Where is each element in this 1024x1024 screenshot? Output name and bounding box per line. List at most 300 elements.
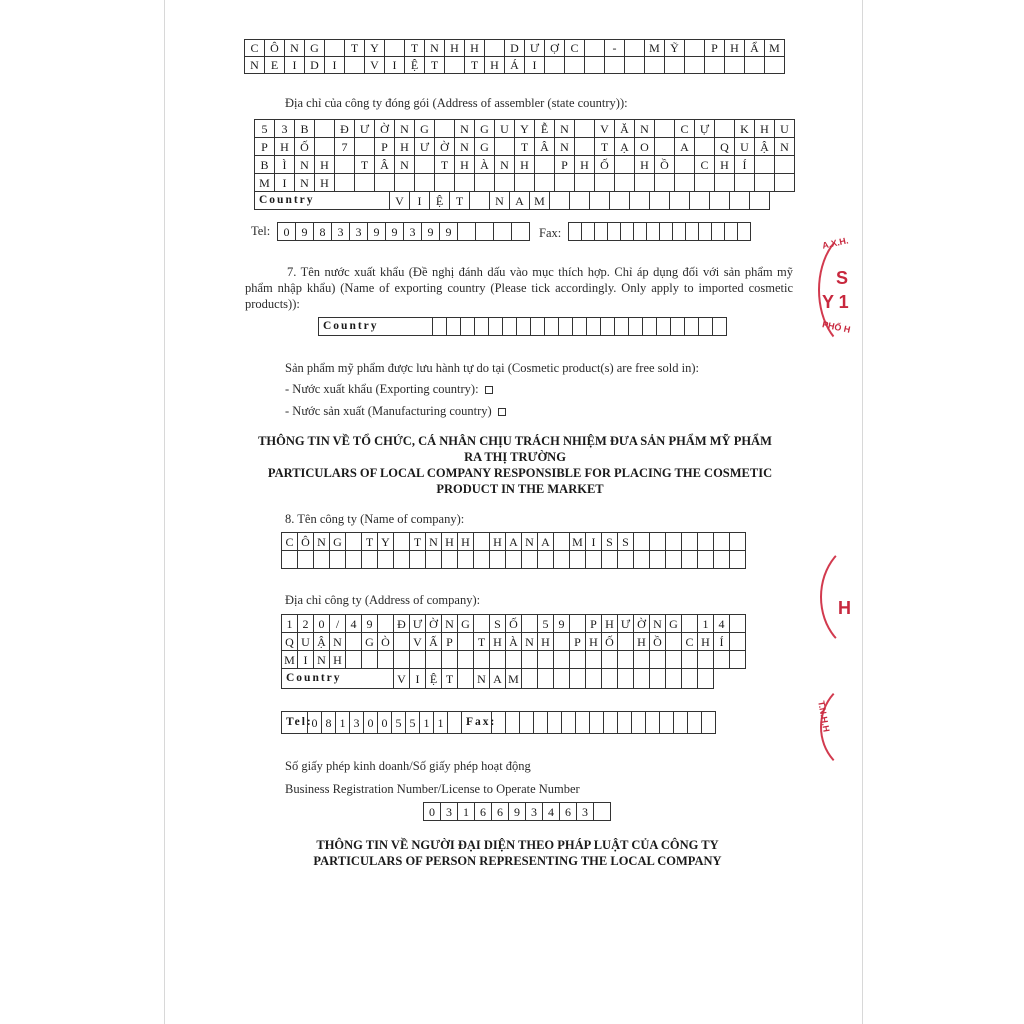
assembler-country-cell xyxy=(750,192,770,210)
company-name-cell xyxy=(554,533,570,551)
company-name-cell xyxy=(650,533,666,551)
assembler-country-cell: I xyxy=(410,192,430,210)
exporting-country-cell xyxy=(503,318,517,336)
company-fax-cell xyxy=(632,712,646,734)
assembler-country-cell xyxy=(630,192,650,210)
company-country-cell xyxy=(522,669,538,689)
company-address-cell xyxy=(554,633,570,651)
exporting-country-cell xyxy=(475,318,489,336)
company-address-cell xyxy=(394,651,410,669)
assembler-address-cell: Ư xyxy=(355,120,375,138)
company-name-cell xyxy=(714,533,730,551)
company-address-cell xyxy=(474,651,490,669)
manufacturer-name-cell: I xyxy=(285,57,305,74)
assembler-tel-cell: 9 xyxy=(422,223,440,241)
company-country-cell: V xyxy=(394,669,410,689)
assembler-address-cell xyxy=(315,138,335,156)
company-country-cell xyxy=(538,669,554,689)
company-address-cell xyxy=(522,615,538,633)
company-name-cell: Ô xyxy=(298,533,314,551)
assembler-tel-cell xyxy=(458,223,476,241)
manufacturer-name-cell: N xyxy=(425,40,445,57)
company-address-cell xyxy=(458,633,474,651)
assembler-address-cell xyxy=(755,156,775,174)
company-name-cell: N xyxy=(314,533,330,551)
assembler-address-cell xyxy=(655,120,675,138)
company-tel-cell: 5 xyxy=(392,712,406,734)
manufacturer-name-cell xyxy=(345,57,365,74)
assembler-country-cell: V xyxy=(390,192,410,210)
company-address-cell: 4 xyxy=(346,615,362,633)
exporting-country-cell xyxy=(643,318,657,336)
company-address-cell: N xyxy=(330,633,346,651)
assembler-country-cell xyxy=(670,192,690,210)
assembler-address-cell xyxy=(775,156,795,174)
option-exporting-label: - Nước xuất khẩu (Exporting country): xyxy=(285,382,479,396)
company-name-cell: A xyxy=(506,533,522,551)
assembler-address-cell: V xyxy=(595,120,615,138)
exporting-country-cell xyxy=(601,318,615,336)
company-name-label: 8. Tên công ty (Name of company): xyxy=(285,512,465,526)
company-address-cell: 2 xyxy=(298,615,314,633)
company-fax-cell xyxy=(562,712,576,734)
assembler-address-cell xyxy=(455,174,475,192)
assembler-address-cell xyxy=(355,138,375,156)
company-name-cell: G xyxy=(330,533,346,551)
assembler-address-cell xyxy=(715,120,735,138)
assembler-tel-cell: 9 xyxy=(368,223,386,241)
company-country-cell: M xyxy=(506,669,522,689)
assembler-address-cell: Ì xyxy=(275,156,295,174)
local-company-heading-en: PARTICULARS OF LOCAL COMPANY RESPONSIBLE FOR PLACING THE COSMETIC PRODUCT IN THE MARKET xyxy=(267,466,773,496)
stamp-text-1: A.X.H. xyxy=(821,235,850,251)
assembler-address-cell xyxy=(515,174,535,192)
assembler-address-cell xyxy=(615,156,635,174)
company-address-cell xyxy=(666,633,682,651)
company-name-cell xyxy=(506,551,522,569)
company-name-cell: H xyxy=(458,533,474,551)
assembler-address-cell: P xyxy=(555,156,575,174)
assembler-address-cell: À xyxy=(475,156,495,174)
company-name-cell xyxy=(730,551,746,569)
assembler-address-cell: H xyxy=(715,156,735,174)
manufacturer-name-cell xyxy=(325,40,345,57)
assembler-address-cell: N xyxy=(295,174,315,192)
company-name-cell: T xyxy=(410,533,426,551)
license-number-cell: 4 xyxy=(543,803,560,821)
assembler-address-cell: A xyxy=(675,138,695,156)
exporting-country-label: Country xyxy=(319,318,433,336)
company-address-cell: Ò xyxy=(378,633,394,651)
manufacturer-name-cell: I xyxy=(525,57,545,74)
assembler-address-cell: C xyxy=(675,120,695,138)
company-address-cell xyxy=(682,651,698,669)
stamp-text-4: PHỐ H xyxy=(821,319,852,335)
stamp-text-bottom: T.N.H.H xyxy=(816,700,832,733)
manufacturer-name-cell: Ợ xyxy=(545,40,565,57)
manufacturer-name-grid xyxy=(244,39,785,74)
company-address-cell: C xyxy=(682,633,698,651)
company-address-cell xyxy=(458,651,474,669)
company-address-cell: N xyxy=(442,615,458,633)
company-fax-cell xyxy=(548,712,562,734)
assembler-address-cell: T xyxy=(515,138,535,156)
company-name-cell: S xyxy=(618,533,634,551)
manufacturer-name-cell xyxy=(485,40,505,57)
assembler-address-cell: Ố xyxy=(295,138,315,156)
assembler-address-cell: P xyxy=(255,138,275,156)
assembler-country-label: Country xyxy=(255,192,390,210)
company-tel-cell: 5 xyxy=(406,712,420,734)
option-manufacturing-country xyxy=(285,403,506,419)
manufacturer-name-cell xyxy=(645,57,665,74)
manufacturer-name-cell xyxy=(565,57,585,74)
assembler-address-cell xyxy=(495,138,515,156)
assembler-address-cell: H xyxy=(575,156,595,174)
company-address-cell: H xyxy=(634,633,650,651)
company-name-cell: S xyxy=(602,533,618,551)
company-name-cell: T xyxy=(362,533,378,551)
assembler-address-cell: G xyxy=(415,120,435,138)
manufacturer-name-cell xyxy=(625,40,645,57)
exporting-country-cell xyxy=(489,318,503,336)
assembler-address-cell: Ự xyxy=(695,120,715,138)
assembler-address-cell: O xyxy=(635,138,655,156)
manufacturer-name-cell: C xyxy=(245,40,265,57)
company-address-cell: Ờ xyxy=(426,615,442,633)
company-name-cell xyxy=(634,533,650,551)
company-country-cell xyxy=(554,669,570,689)
exporting-country-cell xyxy=(615,318,629,336)
assembler-country-cell xyxy=(710,192,730,210)
assembler-address-cell: H xyxy=(315,156,335,174)
manufacturer-name-cell: T xyxy=(465,57,485,74)
manufacturer-name-cell: M xyxy=(765,40,785,57)
manufacturer-name-cell: H xyxy=(725,40,745,57)
company-name-cell xyxy=(522,551,538,569)
manufacturer-name-cell xyxy=(585,40,605,57)
assembler-address-cell: H xyxy=(315,174,335,192)
exporting-country-cell xyxy=(657,318,671,336)
company-name-cell xyxy=(346,551,362,569)
assembler-address-cell: Ờ xyxy=(435,138,455,156)
company-fax-cell xyxy=(534,712,548,734)
company-country-cell xyxy=(586,669,602,689)
assembler-address-cell xyxy=(735,174,755,192)
assembler-address-cell xyxy=(635,174,655,192)
manufacturer-name-cell: Y xyxy=(365,40,385,57)
company-tel-grid xyxy=(281,711,716,734)
assembler-tel-cell: 3 xyxy=(404,223,422,241)
manufacturer-name-cell: D xyxy=(305,57,325,74)
license-number-cell: 3 xyxy=(577,803,594,821)
stamp-text-middle: H xyxy=(838,598,851,618)
assembler-address-cell: U xyxy=(735,138,755,156)
company-address-cell: P xyxy=(442,633,458,651)
company-tel-cell: 1 xyxy=(336,712,350,734)
assembler-address-cell: N xyxy=(395,120,415,138)
assembler-country-cell: M xyxy=(530,192,550,210)
company-address-cell xyxy=(730,615,746,633)
company-address-cell: N xyxy=(650,615,666,633)
assembler-address-cell xyxy=(315,120,335,138)
company-name-cell xyxy=(666,551,682,569)
assembler-address-cell: H xyxy=(455,156,475,174)
company-name-cell xyxy=(698,533,714,551)
license-number-cell: 6 xyxy=(492,803,509,821)
company-tel-cell: 3 xyxy=(350,712,364,734)
manufacturer-name-cell: - xyxy=(605,40,625,57)
assembler-address-cell xyxy=(555,174,575,192)
company-address-cell xyxy=(522,651,538,669)
stamp-arc-middle xyxy=(820,540,914,654)
company-address-cell xyxy=(666,651,682,669)
company-address-cell: N xyxy=(522,633,538,651)
assembler-address-cell: 5 xyxy=(255,120,275,138)
assembler-country-cell xyxy=(550,192,570,210)
assembler-address-cell xyxy=(715,174,735,192)
company-address-cell xyxy=(506,651,522,669)
company-address-cell: H xyxy=(330,651,346,669)
company-address-cell: G xyxy=(666,615,682,633)
license-number-cell: 9 xyxy=(509,803,526,821)
company-address-cell xyxy=(346,651,362,669)
assembler-address-cell xyxy=(755,174,775,192)
assembler-address-cell xyxy=(675,156,695,174)
company-tel-cell: 0 xyxy=(308,712,322,734)
assembler-address-cell: N xyxy=(455,120,475,138)
company-fax-cell xyxy=(604,712,618,734)
assembler-address-cell xyxy=(575,120,595,138)
company-address-cell: Ố xyxy=(506,615,522,633)
company-address-cell: Ậ xyxy=(314,633,330,651)
company-fax-cell xyxy=(702,712,716,734)
company-name-cell: Y xyxy=(378,533,394,551)
company-name-cell xyxy=(474,533,490,551)
manufacturer-name-cell: Ỹ xyxy=(665,40,685,57)
representative-heading-en: PARTICULARS OF PERSON REPRESENTING THE LOCAL COMPANY xyxy=(313,854,722,868)
assembler-address-cell: Y xyxy=(515,120,535,138)
assembler-fax-cell xyxy=(686,223,699,241)
section7-text: 7. Tên nước xuất khẩu (Đề nghị đánh dấu vào mục thích hợp. Chỉ áp dụng đối với sản phẩm mỹ phẩm nhập khẩu) (Name of exporting country (Please tick accordingly. Only apply to imported cosmetic products)): xyxy=(245,265,793,311)
company-name-cell xyxy=(634,551,650,569)
assembler-address-cell: 7 xyxy=(335,138,355,156)
company-address-cell xyxy=(682,615,698,633)
company-address-cell: Đ xyxy=(394,615,410,633)
company-country-cell xyxy=(602,669,618,689)
exporting-country-cell xyxy=(559,318,573,336)
company-address-grid xyxy=(281,614,746,669)
company-name-cell xyxy=(570,551,586,569)
assembler-address-cell xyxy=(335,174,355,192)
license-label-vi: Số giấy phép kinh doanh/Số giấy phép hoạt động xyxy=(285,759,531,773)
assembler-address-cell xyxy=(495,174,515,192)
company-fax-label: Fax: xyxy=(462,712,492,734)
document-page xyxy=(164,0,863,1024)
assembler-label: Địa chỉ của công ty đóng gói (Address of assembler (state country)): xyxy=(285,96,628,110)
license-number-cell xyxy=(594,803,611,821)
assembler-fax-cell xyxy=(660,223,673,241)
company-address-cell: 4 xyxy=(714,615,730,633)
assembler-tel-cell: 8 xyxy=(314,223,332,241)
manufacturer-name-cell: Ệ xyxy=(405,57,425,74)
assembler-address-cell xyxy=(435,174,455,192)
assembler-address-cell: 3 xyxy=(275,120,295,138)
company-address-cell xyxy=(474,615,490,633)
assembler-address-cell: N xyxy=(635,120,655,138)
company-address-cell xyxy=(650,651,666,669)
company-address-cell xyxy=(394,633,410,651)
assembler-address-cell: H xyxy=(755,120,775,138)
company-tel-cell: 1 xyxy=(434,712,448,734)
assembler-address-cell: P xyxy=(375,138,395,156)
license-number-cell: 6 xyxy=(475,803,492,821)
exporting-country-cell xyxy=(699,318,713,336)
manufacturer-name-cell: E xyxy=(265,57,285,74)
assembler-address-cell: H xyxy=(635,156,655,174)
assembler-address-cell: N xyxy=(775,138,795,156)
company-address-cell xyxy=(490,651,506,669)
assembler-tel-cell xyxy=(512,223,530,241)
assembler-address-cell: K xyxy=(735,120,755,138)
assembler-address-cell: Q xyxy=(715,138,735,156)
company-address-cell xyxy=(378,651,394,669)
assembler-address-cell xyxy=(435,120,455,138)
assembler-address-cell xyxy=(395,174,415,192)
company-address-cell xyxy=(346,633,362,651)
company-address-cell: 1 xyxy=(698,615,714,633)
company-country-cell xyxy=(698,669,714,689)
company-fax-cell xyxy=(590,712,604,734)
assembler-fax-cell xyxy=(725,223,738,241)
assembler-fax-cell xyxy=(673,223,686,241)
company-address-cell: Ồ xyxy=(650,633,666,651)
company-country-label: Country xyxy=(282,669,394,689)
company-name-cell xyxy=(378,551,394,569)
company-country-cell: N xyxy=(474,669,490,689)
assembler-country-grid xyxy=(254,191,770,210)
company-name-cell xyxy=(314,551,330,569)
manufacturer-name-cell: Á xyxy=(505,57,525,74)
company-country-cell xyxy=(618,669,634,689)
assembler-country-cell: A xyxy=(510,192,530,210)
company-name-cell xyxy=(602,551,618,569)
company-name-cell xyxy=(426,551,442,569)
manufacturer-name-cell xyxy=(605,57,625,74)
company-name-cell: H xyxy=(442,533,458,551)
assembler-fax-cell xyxy=(712,223,725,241)
company-address-cell xyxy=(602,651,618,669)
assembler-address-cell xyxy=(575,174,595,192)
company-country-grid xyxy=(281,668,714,689)
company-address-cell: Í xyxy=(714,633,730,651)
assembler-address-cell: Ư xyxy=(415,138,435,156)
assembler-address-cell xyxy=(415,174,435,192)
company-name-cell xyxy=(714,551,730,569)
assembler-tel-label: Tel: xyxy=(251,224,271,238)
company-name-cell xyxy=(458,551,474,569)
company-tel-cell: 0 xyxy=(378,712,392,734)
assembler-tel-cell: 9 xyxy=(440,223,458,241)
manufacturer-name-cell xyxy=(725,57,745,74)
company-tel-cell xyxy=(448,712,462,734)
exporting-country-cell xyxy=(713,318,727,336)
company-address-cell xyxy=(362,651,378,669)
assembler-address-cell xyxy=(575,138,595,156)
company-country-cell xyxy=(458,669,474,689)
company-address-cell xyxy=(554,651,570,669)
company-address-cell: I xyxy=(298,651,314,669)
assembler-tel-cell xyxy=(494,223,512,241)
manufacturer-name-cell xyxy=(745,57,765,74)
exporting-country-cell xyxy=(433,318,447,336)
stamp-text-3: Y 1 xyxy=(822,292,849,312)
company-country-cell xyxy=(570,669,586,689)
company-address-cell: V xyxy=(410,633,426,651)
license-label-en: Business Registration Number/License to Operate Number xyxy=(285,782,580,796)
company-address-cell: H xyxy=(602,615,618,633)
company-address-cell: 9 xyxy=(554,615,570,633)
company-address-cell: M xyxy=(282,651,298,669)
manufacturer-name-cell: H xyxy=(465,40,485,57)
license-number-cell: 3 xyxy=(526,803,543,821)
assembler-address-cell: Ậ xyxy=(755,138,775,156)
company-address-cell: G xyxy=(362,633,378,651)
company-address-cell xyxy=(410,651,426,669)
company-address-cell xyxy=(586,651,602,669)
exporting-country-checkbox[interactable] xyxy=(485,386,493,394)
company-address-cell xyxy=(442,651,458,669)
assembler-address-cell xyxy=(675,174,695,192)
company-country-cell xyxy=(634,669,650,689)
company-address-cell xyxy=(570,615,586,633)
assembler-fax-cell xyxy=(569,223,582,241)
assembler-fax-cell xyxy=(738,223,751,241)
assembler-address-cell: N xyxy=(495,156,515,174)
company-address-cell xyxy=(570,651,586,669)
manufacturing-country-checkbox[interactable] xyxy=(498,408,506,416)
company-address-cell xyxy=(618,651,634,669)
assembler-address-cell: G xyxy=(475,138,495,156)
company-name-cell xyxy=(394,533,410,551)
assembler-address-cell: T xyxy=(355,156,375,174)
exporting-country-cell xyxy=(517,318,531,336)
assembler-country-cell xyxy=(570,192,590,210)
company-address-cell: Ư xyxy=(618,615,634,633)
company-name-cell xyxy=(330,551,346,569)
company-fax-cell xyxy=(520,712,534,734)
license-number-cell: 6 xyxy=(560,803,577,821)
company-tel-cell: 8 xyxy=(322,712,336,734)
company-address-cell xyxy=(618,633,634,651)
company-name-cell xyxy=(554,551,570,569)
company-tel-cell: 0 xyxy=(364,712,378,734)
company-address-cell xyxy=(426,651,442,669)
company-fax-cell xyxy=(576,712,590,734)
assembler-address-cell xyxy=(335,156,355,174)
company-address-cell: N xyxy=(314,651,330,669)
manufacturer-name-cell: T xyxy=(345,40,365,57)
assembler-country-cell: Ệ xyxy=(430,192,450,210)
assembler-address-cell: N xyxy=(555,120,575,138)
assembler-country-cell: T xyxy=(450,192,470,210)
assembler-tel-cell: 3 xyxy=(332,223,350,241)
manufacturer-name-cell: P xyxy=(705,40,725,57)
company-address-cell xyxy=(378,615,394,633)
assembler-address-cell: N xyxy=(295,156,315,174)
assembler-address-cell: N xyxy=(455,138,475,156)
manufacturer-name-cell: M xyxy=(645,40,665,57)
